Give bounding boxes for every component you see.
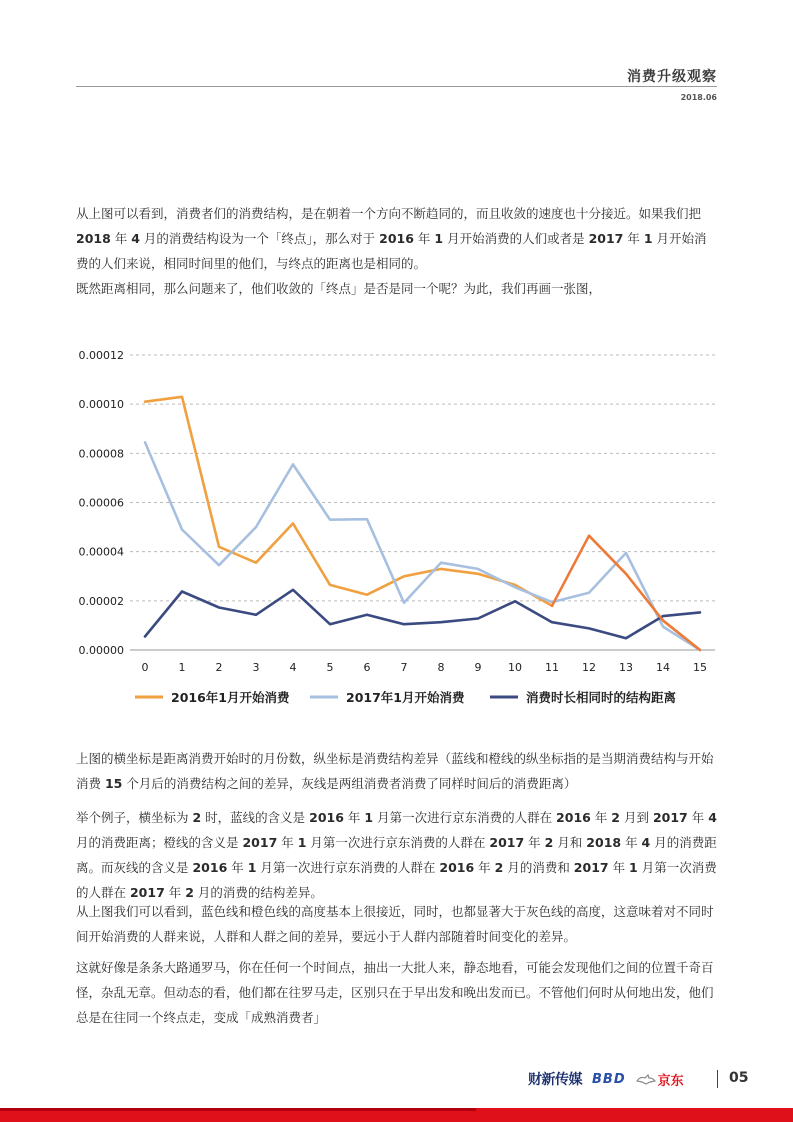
x-tick-label: 6 xyxy=(363,661,371,674)
y-tick-label: 0.00010 xyxy=(78,398,124,412)
text-run: 2017 xyxy=(489,835,525,850)
jd-logo xyxy=(636,1070,684,1089)
text-run: 4 xyxy=(641,835,651,850)
intro-paragraph-1 xyxy=(76,201,718,276)
text-run: 年 xyxy=(164,885,186,900)
x-tick-label: 3 xyxy=(252,661,260,674)
text-run: 2 xyxy=(192,810,202,825)
text-run: 年 xyxy=(474,860,495,875)
text-run: 年 xyxy=(623,231,644,246)
text-run: 2017 xyxy=(242,835,278,850)
x-tick-label: 5 xyxy=(326,661,334,674)
text-run: 月的消费距离；橙线的含义是 xyxy=(76,835,243,850)
y-tick-label: 0.00000 xyxy=(78,644,124,657)
text-run: 年 xyxy=(343,810,365,825)
jd-dog-icon xyxy=(636,1072,656,1086)
x-tick-label: 15 xyxy=(693,661,707,674)
text-run: 2016 xyxy=(309,810,344,825)
text-run: 2 xyxy=(611,810,620,825)
legend-label: 消费时长相同时的结构距离 xyxy=(526,690,677,705)
report-title: 消费升级观察 xyxy=(627,69,717,85)
text-run: 2016 xyxy=(192,860,228,875)
text-run: 既然距离相同，那么问题来了，他们收敛的「终点」是否是同一个呢？为此，我们再画一张图， xyxy=(76,281,602,296)
text-run: 月的消费和 xyxy=(503,860,574,875)
y-tick-label: 0.00002 xyxy=(78,594,124,608)
text-run: 2017 xyxy=(573,860,609,875)
x-tick-label: 14 xyxy=(656,661,670,674)
text-run: 年 xyxy=(110,231,132,246)
text-run: 4 xyxy=(708,810,717,825)
text-run: 从上图我们可以看到，蓝色线和橙色线的高度基本上很接近，同时，也都显著大于灰色线的高度，这意味着对不同时间开始消费的人群来说，人群和人群之间的差异，要远小于人群内部随着时间变化的差异。 xyxy=(76,904,714,944)
x-tick-label: 13 xyxy=(619,661,633,674)
text-run: 2017 xyxy=(129,885,165,900)
page-divider xyxy=(717,1070,718,1088)
body-paragraph-analogy xyxy=(76,955,718,1030)
text-run: 月第一次消费的人群在 xyxy=(76,860,717,900)
y-tick-label: 0.00006 xyxy=(78,496,124,510)
text-run: 1 xyxy=(629,860,638,875)
text-run: 月开始消费的人们或者是 xyxy=(443,231,589,246)
text-run: 1 xyxy=(364,810,374,825)
page-number: 05 xyxy=(729,1070,749,1086)
text-run: 1 xyxy=(643,231,653,246)
x-tick-label: 12 xyxy=(582,661,596,674)
x-tick-label: 11 xyxy=(545,661,559,674)
text-run: 从上图可以看到，消费者们的消费结构，是在朝着一个方向不断趋同的，而且收敛的速度也十分接近。如果我们把 xyxy=(76,206,702,221)
text-run: 年 xyxy=(524,835,545,850)
text-run: 上图的横坐标是距离消费开始时的月份数，纵坐标是消费结构差异（蓝线和橙线的纵坐标指的是当期消费结构与开始消费 xyxy=(76,751,714,791)
text-run: 月开始消费的人们来说，相同时间里的他们，与终点的距离也是相同的。 xyxy=(76,231,707,271)
header-divider xyxy=(76,86,717,87)
x-tick-label: 1 xyxy=(178,661,186,674)
x-tick-label: 9 xyxy=(474,661,482,674)
text-run: 年 xyxy=(621,835,642,850)
report-date: 2018.06 xyxy=(680,93,717,102)
x-tick-label: 0 xyxy=(141,661,149,674)
text-run: 2016 xyxy=(379,231,414,246)
x-tick-label: 10 xyxy=(508,661,522,674)
legend-label: 2016年1月开始消费 xyxy=(171,690,290,705)
text-run: 2018 xyxy=(586,835,622,850)
text-run: 1 xyxy=(247,860,257,875)
text-run: 月第一次进行京东消费的人群在 xyxy=(306,835,490,850)
text-run: 年 xyxy=(608,860,630,875)
text-run: 月第一次进行京东消费的人群在 xyxy=(256,860,440,875)
text-run: 年 xyxy=(590,810,612,825)
y-tick-label: 0.00004 xyxy=(78,545,124,559)
text-run: 月和 xyxy=(553,835,587,850)
text-run: 2016 xyxy=(556,810,591,825)
text-run: 1 xyxy=(297,835,307,850)
y-tick-label: 0.00008 xyxy=(78,447,124,461)
x-tick-label: 7 xyxy=(400,661,408,674)
body-paragraph-observation xyxy=(76,899,718,949)
text-run: 年 xyxy=(687,810,709,825)
series-line-0 xyxy=(145,397,700,650)
text-run: 2 xyxy=(185,885,194,900)
text-run: 1 xyxy=(434,231,444,246)
jd-logo-text: 京东 xyxy=(657,1073,684,1089)
text-run: 2017 xyxy=(588,231,624,246)
footer-red-bar xyxy=(0,1108,793,1122)
text-run: 月的消费距离。而灰线的含义是 xyxy=(76,835,717,875)
text-run: 月到 xyxy=(620,810,653,825)
text-run: 月的消费结构设为一个「终点」，那么对于 xyxy=(139,231,380,246)
text-run: 2017 xyxy=(652,810,688,825)
bbd-logo: BBD xyxy=(592,1071,626,1087)
caixin-logo: 财新传媒 xyxy=(528,1072,582,1088)
footer-logos xyxy=(528,1069,684,1089)
text-run: 2016 xyxy=(439,860,475,875)
y-tick-label: 0.00012 xyxy=(78,349,124,362)
legend-label: 2017年1月开始消费 xyxy=(346,690,465,705)
text-run: 时，蓝线的含义是 xyxy=(201,810,310,825)
body-paragraph-example xyxy=(76,805,718,905)
text-run: 月第一次进行京东消费的人群在 xyxy=(373,810,557,825)
line-chart xyxy=(60,340,740,725)
x-tick-label: 8 xyxy=(437,661,445,674)
intro-paragraph-2 xyxy=(76,276,718,301)
x-tick-label: 4 xyxy=(289,661,297,674)
text-run: 4 xyxy=(131,231,140,246)
series-line-1 xyxy=(145,442,700,650)
text-run: 月的消费的结构差异。 xyxy=(193,885,323,900)
text-run: 15 xyxy=(104,776,123,791)
text-run: 2 xyxy=(544,835,554,850)
text-run: 年 xyxy=(277,835,298,850)
x-tick-label: 2 xyxy=(215,661,223,674)
text-run: 年 xyxy=(227,860,248,875)
text-run: 举个例子，横坐标为 xyxy=(76,810,193,825)
series-line-2 xyxy=(145,590,700,638)
text-run: 2 xyxy=(494,860,504,875)
body-paragraph-chart-explanation xyxy=(76,746,718,796)
text-run: 这就好像是条条大路通罗马，你在任何一个时间点，抽出一大批人来，静态地看，可能会发现他们之间的位置千奇百怪，杂乱无章。但动态的看，他们都在往罗马走，区别只在于早出发和晚出发而已。不管他们何时从何地出发，他们总是在往同一个终点走，变成「成熟消费者」 xyxy=(76,960,714,1025)
text-run: 2018 xyxy=(76,231,111,246)
text-run: 个月后的消费结构之间的差异，灰线是两组消费者消费了同样时间后的消费距离） xyxy=(122,776,577,791)
text-run: 年 xyxy=(413,231,435,246)
